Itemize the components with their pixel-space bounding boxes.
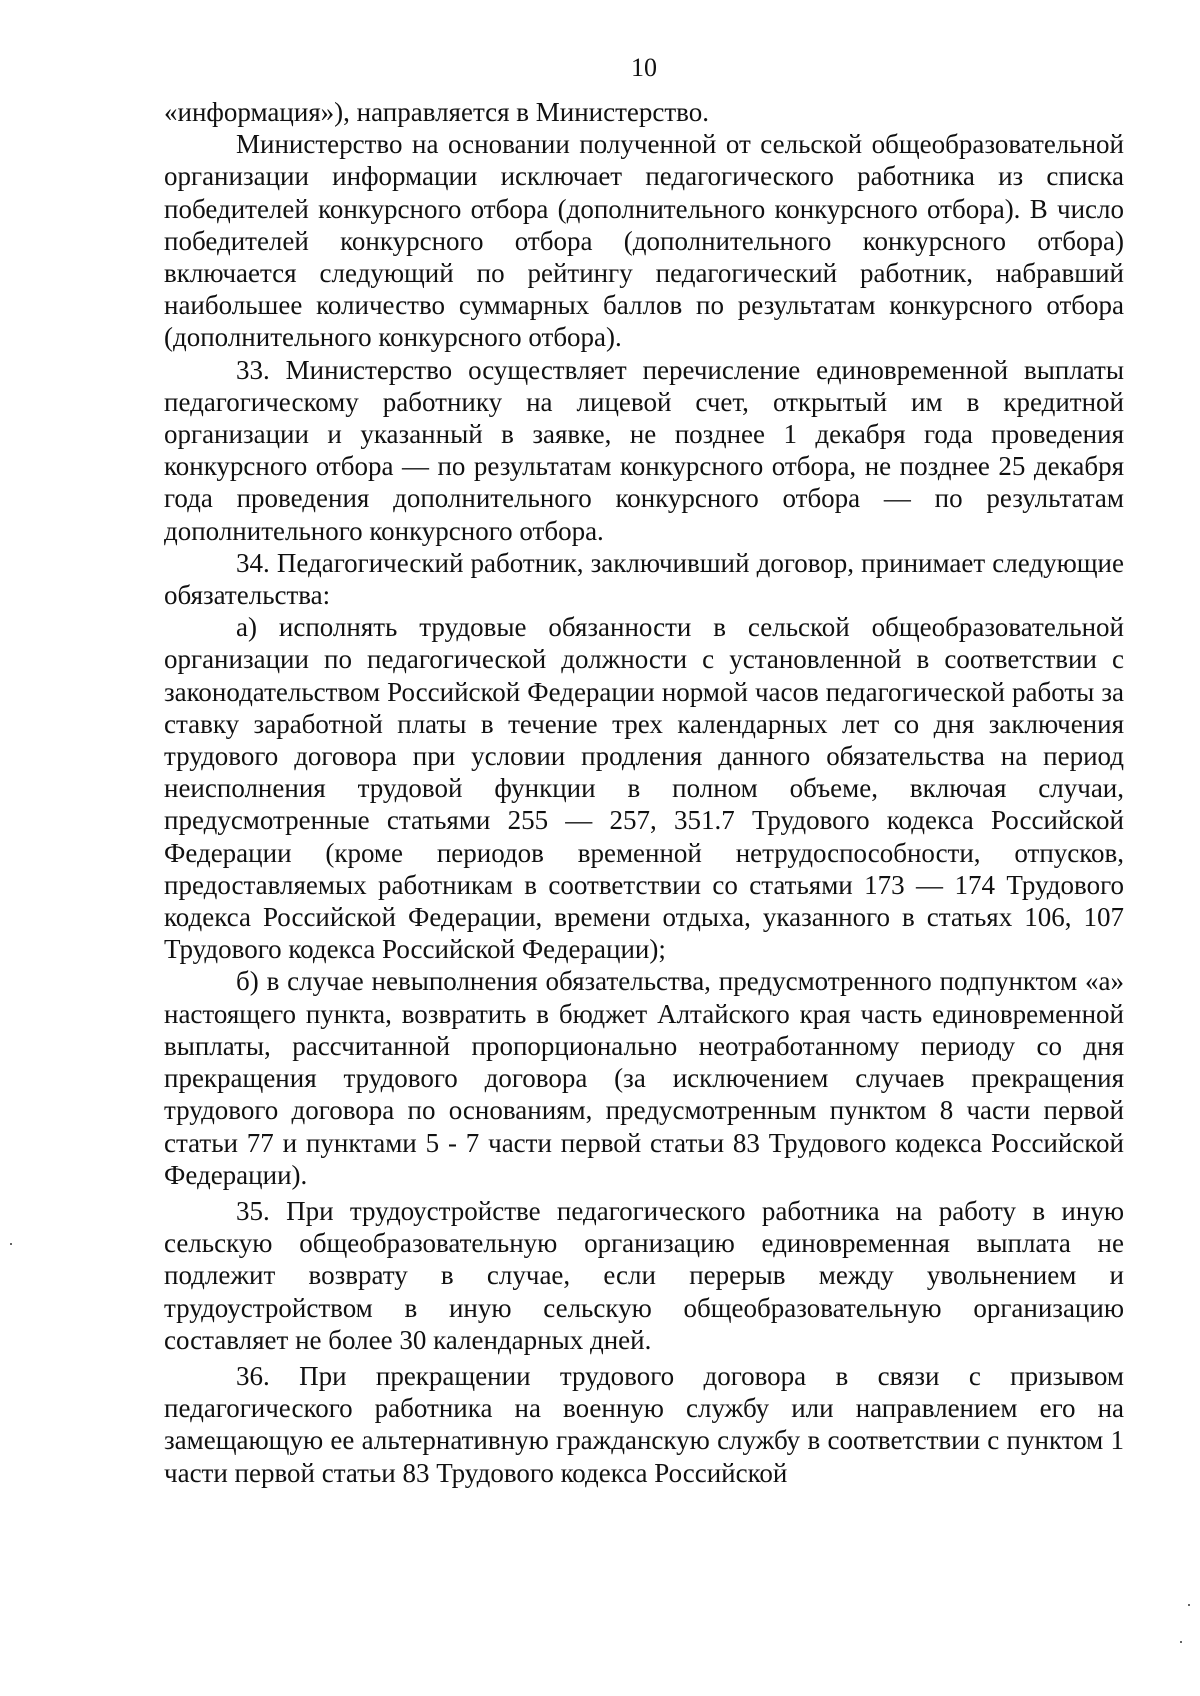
scan-speck	[10, 1243, 12, 1245]
page-number: 10	[631, 53, 657, 82]
paragraph-item-34-a: а) исполнять трудовые обязанности в сельской общеобразовательной организации по педагогической должности с установленной в соответствии с законодательством Российской Федерации нормой часов педагогической работы за ставку заработной платы в течение трех календарных лет со дня заключения трудового договора при условии продления данного обязательства на период неисполнения трудовой функции в полном объеме, включая случаи, предусмотренные статьями 255 — 257, 351.7 Трудового кодекса Российской Федерации (кроме периодов временной нетрудоспособности, отпусков, предоставляемых работникам в соответствии со статьями 173 — 174 Трудового кодекса Российской Федерации, времени отдыха, указанного в статьях 106, 107 Трудового кодекса Российской Федерации);	[164, 612, 1124, 965]
paragraph-item-34-b: б) в случае невыполнения обязательства, предусмотренного подпунктом «а» настоящего пункта, возвратить в бюджет Алтайского края часть единовременной выплаты, рассчитанной пропорционально неотработанному периоду со дня прекращения трудового договора (за исключением случаев прекращения трудового договора по основаниям, предусмотренным пунктом 8 части первой статьи 77 и пунктами 5 - 7 части первой статьи 83 Трудового кодекса Российской Федерации).	[164, 966, 1124, 1190]
paragraph-item-34: 34. Педагогический работник, заключивший договор, принимает следующие обязательства:	[164, 547, 1124, 611]
scan-speck	[1188, 1604, 1190, 1606]
paragraph-item-35: 35. При трудоустройстве педагогического работника на работу в иную сельскую общеобразовательную организацию единовременная выплата не подлежит возврату в случае, если перерыв между увольнением и трудоустройством в иную сельскую общеобразовательную организацию составляет не более 30 календарных дней.	[164, 1195, 1124, 1355]
document-page	[164, 48, 1124, 1489]
paragraph-continuation: «информация»), направляется в Министерство.	[164, 97, 709, 127]
paragraph-item-36: 36. При прекращении трудового договора в связи с призывом педагогического работника на военную службу или направлением его на замещающую ее альтернативную гражданскую службу в соответствии с пунктом 1 части первой статьи 83 Трудового кодекса Российской	[164, 1360, 1124, 1488]
paragraph-ministry-exclusion: Министерство на основании полученной от сельской общеобразовательной организации информации исключает педагогического работника из списка победителей конкурсного отбора (дополнительного конкурсного отбора). В число победителей конкурсного отбора (дополнительного конкурсного отбора) включается следующий по рейтингу педагогический работник, набравший наибольшее количество суммарных баллов по результатам конкурсного отбора (дополнительного конкурсного отбора).	[164, 129, 1124, 353]
paragraph-item-33: 33. Министерство осуществляет перечисление единовременной выплаты педагогическому работнику на лицевой счет, открытый им в кредитной организации и указанный в заявке, не позднее 1 декабря года проведения конкурсного отбора — по результатам конкурсного отбора, не позднее 25 декабря года проведения дополнительного конкурсного отбора — по результатам дополнительного конкурсного отбора.	[164, 354, 1124, 546]
scan-speck	[1180, 1641, 1182, 1643]
